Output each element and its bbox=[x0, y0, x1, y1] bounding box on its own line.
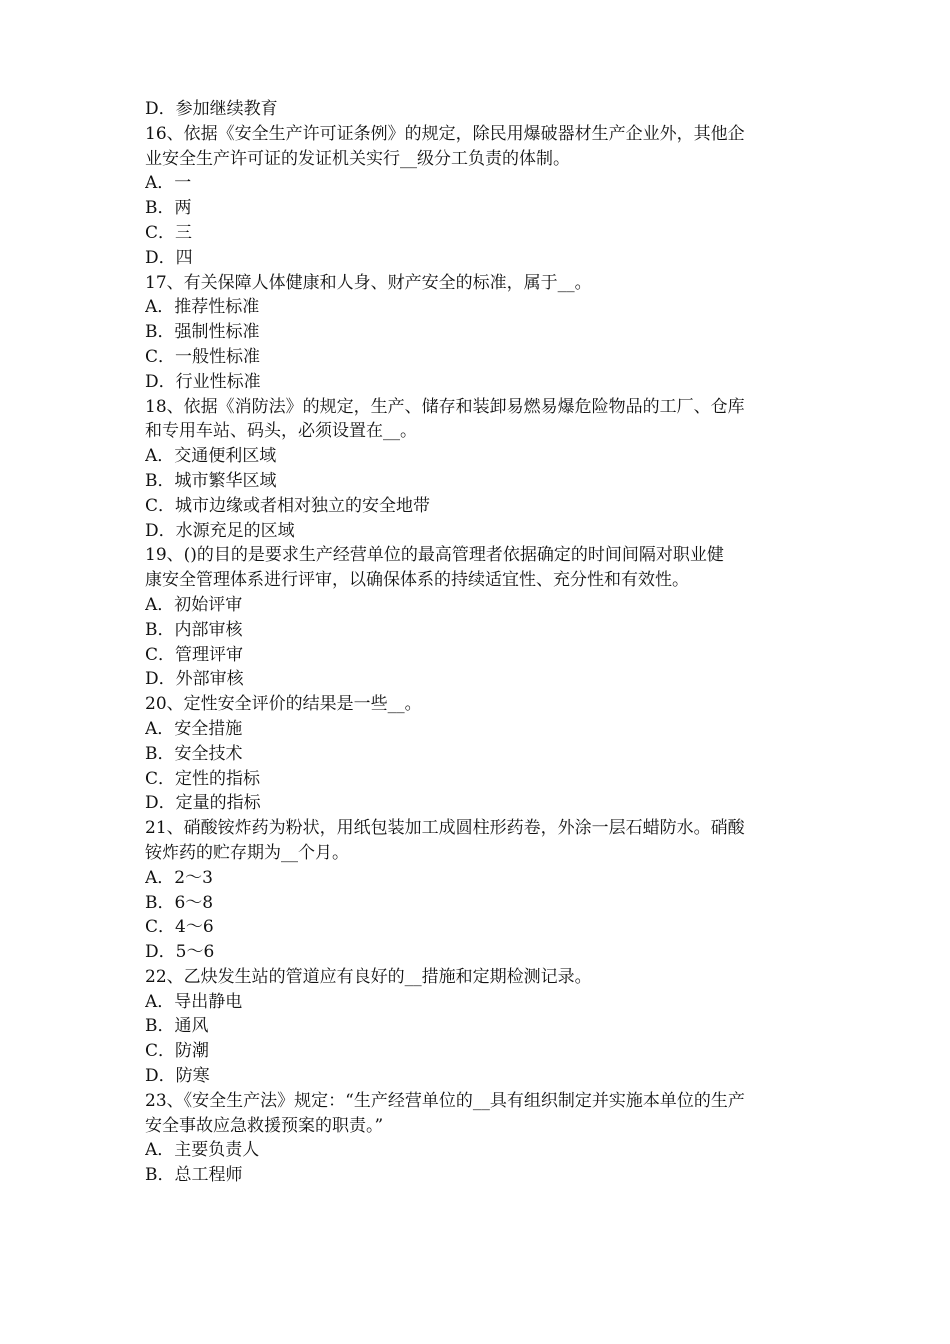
option-line: B．强制性标准 bbox=[145, 322, 260, 343]
option-line: D．外部审核 bbox=[145, 669, 244, 690]
question-23-line-1: 23、《安全生产法》规定：“生产经营单位的__具有组织制定并实施本单位的生产 bbox=[145, 1090, 745, 1111]
option-line: A．推荐性标准 bbox=[145, 297, 260, 318]
question-16-line-1: 16、依据《安全生产许可证条例》的规定，除民用爆破器材生产企业外，其他企 bbox=[145, 123, 745, 144]
question-21-line-2: 铵炸药的贮存期为__个月。 bbox=[145, 842, 349, 863]
option-line: A．安全措施 bbox=[145, 718, 243, 739]
option-line: D．四 bbox=[145, 247, 193, 268]
question-18-line-2: 和专用车站、码头，必须设置在__。 bbox=[145, 421, 417, 442]
option-line: D．防寒 bbox=[145, 1066, 210, 1087]
question-19-line-1: 19、()的目的是要求生产经营单位的最高管理者依据确定的时间间隔对职业健 bbox=[145, 545, 724, 566]
question-17-line-1: 17、有关保障人体健康和人身、财产安全的标准，属于__。 bbox=[145, 272, 592, 293]
option-line: C．一般性标准 bbox=[145, 346, 261, 367]
document-page bbox=[145, 97, 825, 1188]
option-line: B．6～8 bbox=[145, 892, 214, 913]
question-20-line-1: 20、定性安全评价的结果是一些__。 bbox=[145, 694, 422, 715]
option-line: B．通风 bbox=[145, 1016, 209, 1037]
option-line: B．总工程师 bbox=[145, 1165, 243, 1186]
option-line: C．管理评审 bbox=[145, 644, 244, 665]
option-line: D．5～6 bbox=[145, 942, 215, 963]
option-line: C．定性的指标 bbox=[145, 768, 261, 789]
option-line: A．交通便利区域 bbox=[145, 446, 277, 467]
option-line: D．参加继续教育 bbox=[145, 99, 278, 119]
question-16-line-2: 业安全生产许可证的发证机关实行__级分工负责的体制。 bbox=[145, 148, 570, 169]
question-18-line-1: 18、依据《消防法》的规定，生产、储存和装卸易燃易爆危险物品的工厂、仓库 bbox=[145, 396, 745, 417]
option-line: C．防潮 bbox=[145, 1041, 210, 1062]
option-line: A．一 bbox=[145, 173, 192, 194]
option-line: B．城市繁华区域 bbox=[145, 470, 277, 491]
option-line: B．两 bbox=[145, 198, 192, 219]
question-19-line-2: 康安全管理体系进行评审，以确保体系的持续适宜性、充分性和有效性。 bbox=[145, 570, 689, 591]
option-line: D．行业性标准 bbox=[145, 371, 261, 392]
option-line: B．内部审核 bbox=[145, 619, 243, 640]
option-line: B．安全技术 bbox=[145, 743, 243, 764]
question-22-line-1: 22、乙炔发生站的管道应有良好的__措施和定期检测记录。 bbox=[145, 966, 592, 987]
option-line: A．导出静电 bbox=[145, 991, 243, 1012]
option-line: A．初始评审 bbox=[145, 594, 243, 615]
question-23-line-2: 安全事故应急救援预案的职责。” bbox=[145, 1115, 384, 1136]
option-line: C．三 bbox=[145, 222, 193, 243]
option-line: D．定量的指标 bbox=[145, 793, 261, 814]
option-line: C．4～6 bbox=[145, 917, 214, 938]
option-line: D．水源充足的区域 bbox=[145, 520, 295, 541]
option-line: A．主要负责人 bbox=[145, 1140, 260, 1161]
question-21-line-1: 21、硝酸铵炸药为粉状，用纸包装加工成圆柱形药卷，外涂一层石蜡防水。硝酸 bbox=[145, 818, 745, 839]
option-line: A．2～3 bbox=[145, 867, 213, 888]
option-line: C．城市边缘或者相对独立的安全地带 bbox=[145, 495, 431, 516]
